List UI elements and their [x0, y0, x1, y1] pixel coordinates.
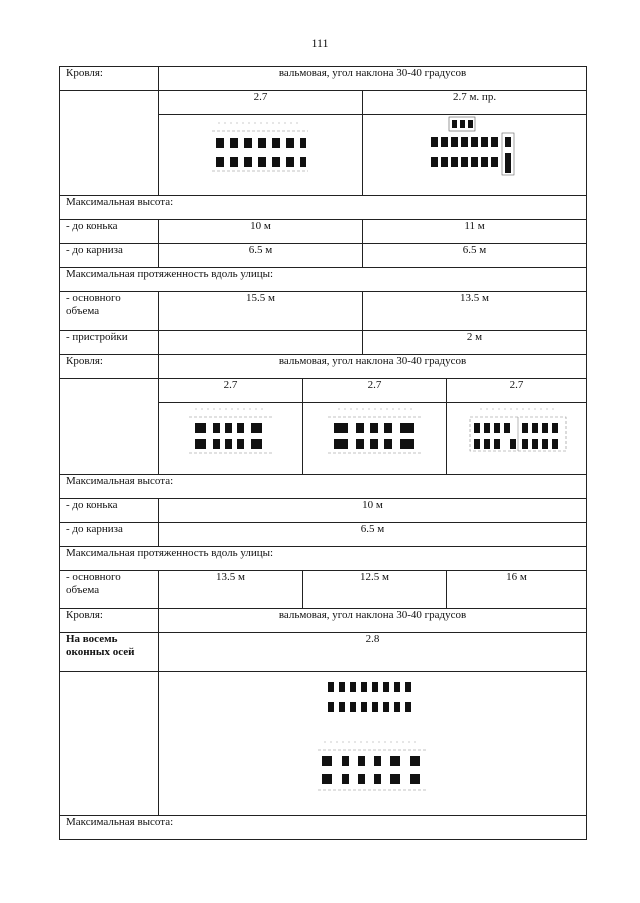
type-label: 2.7 м. пр.: [363, 91, 587, 115]
facade-drawing-icon: [206, 115, 316, 175]
empty-cell: [60, 672, 159, 816]
ridge-label: - до конька: [60, 220, 159, 244]
roofing-value: вальмовая, угол наклона 30-40 градусов: [159, 609, 587, 633]
empty-cell: [60, 91, 159, 196]
main-volume-value: 13.5 м: [159, 571, 303, 609]
extensions-label: - пристройки: [60, 331, 159, 355]
extension-value: 2 м: [363, 331, 587, 355]
max-height-label: Максимальная высота:: [60, 816, 587, 840]
facade-drawing-icon: [462, 403, 572, 457]
empty-cell: [60, 379, 159, 475]
facade-cell: [159, 672, 587, 816]
eaves-label: - до карниза: [60, 244, 159, 268]
max-length-label: Максимальная протяженность вдоль улицы:: [60, 268, 587, 292]
eaves-value: 6.5 м: [363, 244, 587, 268]
main-volume-value: 15.5 м: [159, 292, 363, 331]
type-label: 2.8: [159, 633, 587, 672]
ridge-value: 11 м: [363, 220, 587, 244]
facade-cell: [159, 115, 363, 196]
facade-drawing-icon: [425, 115, 525, 179]
window-axes-heading: На восемь оконных осей: [60, 633, 159, 672]
ridge-value: 10 м: [159, 220, 363, 244]
roofing-label: Кровля:: [60, 355, 159, 379]
facade-drawing-icon: [181, 403, 281, 457]
facade-cell: [363, 115, 587, 196]
facade-drawing-icon: [320, 403, 430, 457]
main-volume-value: 16 м: [447, 571, 587, 609]
max-height-label: Максимальная высота:: [60, 475, 587, 499]
eaves-label: - до карниза: [60, 523, 159, 547]
ridge-label: - до конька: [60, 499, 159, 523]
type-label: 2.7: [447, 379, 587, 403]
facade-cell: [303, 403, 447, 475]
type-label: 2.7: [159, 91, 363, 115]
eaves-value: 6.5 м: [159, 244, 363, 268]
page-number: 111: [311, 36, 329, 50]
main-volume-value: 13.5 м: [363, 292, 587, 331]
roofing-value: вальмовая, угол наклона 30-40 градусов: [159, 355, 587, 379]
main-volume-label: - основного объема: [60, 292, 159, 331]
roofing-label: Кровля:: [60, 609, 159, 633]
main-volume-label: - основного объема: [60, 571, 159, 609]
max-height-label: Максимальная высота:: [60, 196, 587, 220]
roofing-label: Кровля:: [60, 67, 159, 91]
facade-drawing-icon: [308, 672, 438, 796]
main-volume-value: 12.5 м: [303, 571, 447, 609]
facade-parameters-table: [59, 66, 587, 840]
facade-cell: [447, 403, 587, 475]
type-label: 2.7: [159, 379, 303, 403]
max-length-label: Максимальная протяженность вдоль улицы:: [60, 547, 587, 571]
extension-value: [159, 331, 363, 355]
facade-cell: [159, 403, 303, 475]
roofing-value: вальмовая, угол наклона 30-40 градусов: [159, 67, 587, 91]
ridge-value: 10 м: [159, 499, 587, 523]
eaves-value: 6.5 м: [159, 523, 587, 547]
type-label: 2.7: [303, 379, 447, 403]
